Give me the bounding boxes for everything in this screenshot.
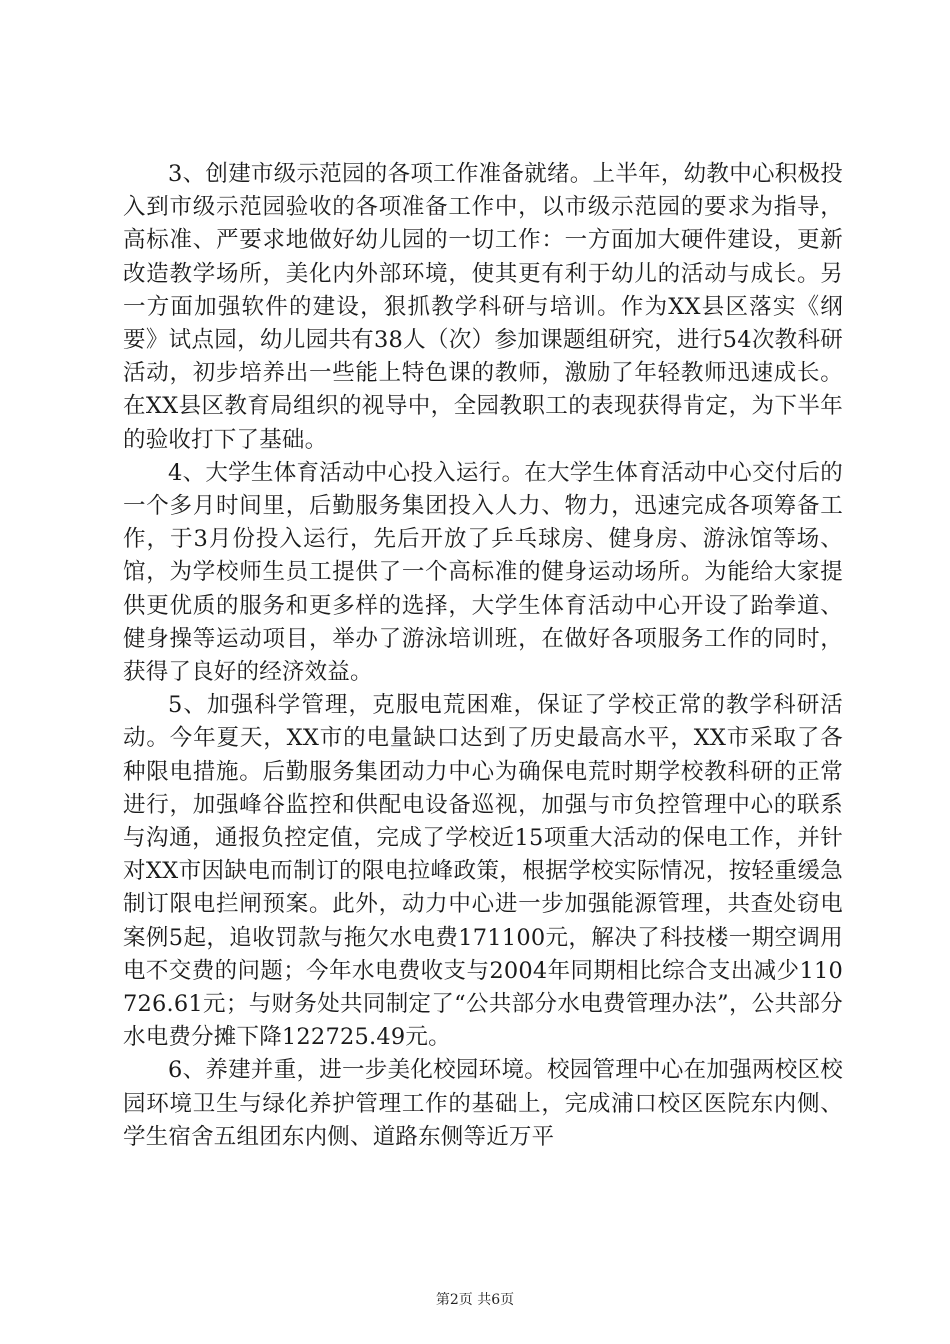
- paragraph-sports-center: 4、大学生体育活动中心投入运行。在大学生体育活动中心交付后的一个多月时间里，后勤服务集团投入人力、物力，迅速完成各项筹备工作，于3月份投入运行，先后开放了乒乓球房、健身房、游泳馆等场、馆，为学校师生员工提供了一个高标准的健身运动场所。为能给大家提供更优质的服务和更多样的选择，大学生体育活动中心开设了跆拳道、健身操等运动项目，举办了游泳培训班，在做好各项服务工作的同时，获得了良好的经济效益。: [123, 459, 843, 686]
- paragraph-campus-environment: 6、养建并重，进一步美化校园环境。校园管理中心在加强两校区校园环境卫生与绿化养护管理工作的基础上，完成浦口校区医院东内侧、学生宿舍五组团东内侧、道路东侧等近万平: [123, 1057, 843, 1150]
- document-body: [123, 158, 843, 1154]
- paragraph-power-management: 5、加强科学管理，克服电荒困难，保证了学校正常的教学科研活动。今年夏天，XX市的电量缺口达到了历史最高水平，XX市采取了各种限电措施。后勤服务集团动力中心为确保电荒时期学校教科研的正常进行，加强峰谷监控和供配电设备巡视，加强与市负控管理中心的联系与沟通，通报负控定值，完成了学校近15项重大活动的保电工作，并针对XX市因缺电而制订的限电拉峰政策，根据学校实际情况，按轻重缓急制订限电拦闸预案。此外，动力中心进一步加强能源管理，共查处窃电案例5起，追收罚款与拖欠水电费171100元，解决了科技楼一期空调用电不交费的问题；今年水电费收支与2004年同期相比综合支出减少110726.61元；与财务处共同制定了“公共部分水电费管理办法”，公共部分水电费分摊下降122725.49元。: [123, 692, 843, 1051]
- paragraph-kindergarten: 3、创建市级示范园的各项工作准备就绪。上半年，幼教中心积极投入到市级示范园验收的各项准备工作中，以市级示范园的要求为指导，高标准、严要求地做好幼儿园的一切工作：一方面加大硬件建设，更新改造教学场所，美化内外部环境，使其更有利于幼儿的活动与成长。另一方面加强软件的建设，狠抓教学科研与培训。作为XX县区落实《纲要》试点园，幼儿园共有38人（次）参加课题组研究，进行54次教科研活动，初步培养出一些能上特色课的教师，激励了年轻教师迅速成长。在XX县区教育局组织的视导中，全园教职工的表现获得肯定，为下半年的验收打下了基础。: [123, 161, 843, 453]
- page-footer: 第2页 共6页: [435, 1292, 515, 1308]
